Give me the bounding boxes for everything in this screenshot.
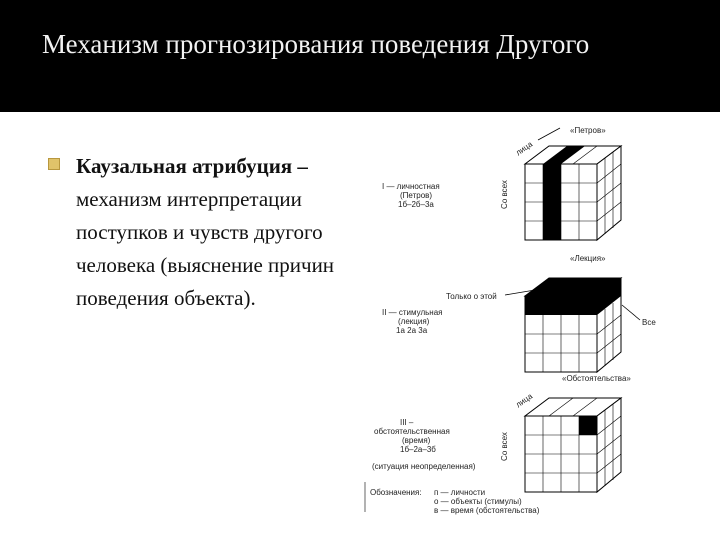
cube2-desc-3: 1а 2а 3а: [396, 326, 428, 335]
bullet-bold-term: Каузальная атрибуция –: [76, 154, 308, 178]
slide-title: Механизм прогнозирования поведения Другого: [42, 29, 590, 59]
attribution-cubes-figure: [360, 120, 720, 540]
cube2-top-label: «Лекция»: [570, 254, 606, 263]
cube-personal: [525, 146, 621, 240]
cube1-side-label: Со всех: [499, 180, 509, 209]
cube1-desc-3: 1б–2б–3а: [398, 200, 434, 209]
cube1-top-letters: лица: [514, 139, 535, 158]
cube3-top-letters: лица: [514, 391, 535, 410]
cube3-desc-1: III –: [400, 418, 414, 427]
cube3-desc-3: (время): [402, 436, 431, 445]
cube2-right-label: Все: [642, 318, 656, 327]
cube3-desc-4: 1б–2а–3б: [400, 445, 436, 454]
legend-line-3: в — время (обстоятельства): [434, 506, 540, 515]
cube3-top-label: «Обстоятельства»: [562, 374, 631, 383]
cube1-desc-2: (Петров): [400, 191, 433, 200]
cube3-desc-2: обстоятельственная: [374, 427, 450, 436]
cube1-top-label: «Петров»: [570, 126, 606, 135]
bullet-text: [76, 150, 366, 315]
cube2-desc-2: (лекция): [398, 317, 430, 326]
cube3-side-label: Со всех: [499, 432, 509, 461]
bullet-marker-icon: [48, 158, 60, 170]
cube2-arrow-label: Только о этой: [446, 292, 497, 301]
cube3-desc-5: (ситуация неопределенная): [372, 462, 476, 471]
title-bar: [0, 0, 720, 112]
cube1-desc-1: I — личностная: [382, 182, 440, 191]
legend-title: Обозначения:: [370, 488, 422, 497]
bullet-definition: механизм интерпретации поступков и чувств другого человека (выяснение причин поведения объекта).: [76, 187, 335, 310]
cube2-desc-1: II — стимульная: [382, 308, 443, 317]
cube-stimulus: [525, 278, 621, 372]
legend-line-1: п — личности: [434, 488, 486, 497]
cube-circumstance: [525, 398, 621, 492]
legend-line-2: о — объекты (стимулы): [434, 497, 522, 506]
